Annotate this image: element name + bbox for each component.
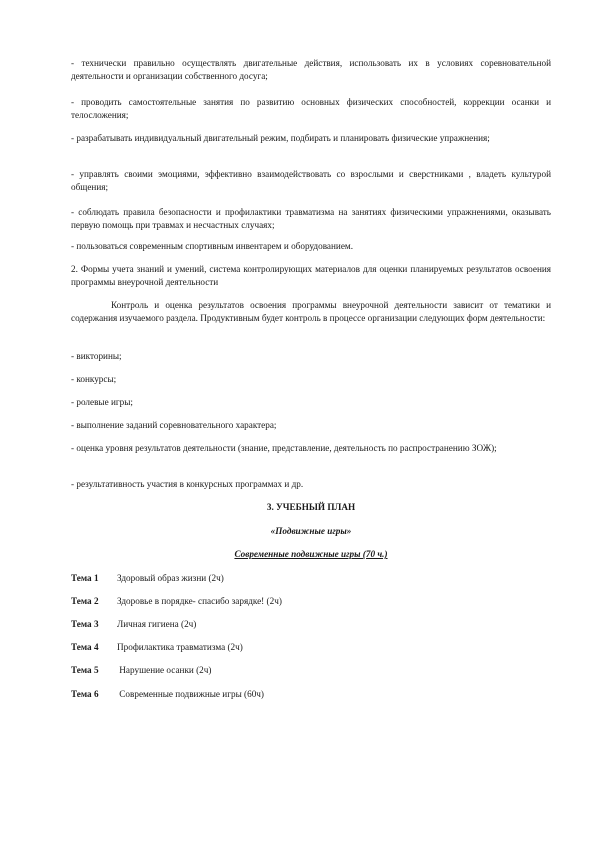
skill-paragraph-1: - технически правильно осуществлять двигательные действия, использовать их в условиях соревновательной деятельности и организации собственного досуга;: [71, 58, 551, 81]
topic-row: [71, 641, 243, 654]
topic-row: [71, 595, 282, 608]
form-item-contests: - конкурсы;: [71, 374, 117, 384]
skill-paragraph-3: - разрабатывать индивидуальный двигательный режим, подбирать и планировать физические упражнения;: [71, 133, 490, 143]
form-item-competitive-tasks: - выполнение заданий соревновательного характера;: [71, 420, 277, 430]
topic-text: Личная гигиена (2ч): [117, 619, 197, 629]
form-item-quiz: - викторины;: [71, 351, 122, 361]
form-item-assessment: - оценка уровня результатов деятельности (знание, представление, деятельность по распространению ЗОЖ);: [71, 443, 497, 453]
section-3-title: 3. УЧЕБНЫЙ ПЛАН: [266, 502, 356, 512]
control-paragraph: Контроль и оценка результатов освоения программы внеурочной деятельности зависит от тематики и содержания изучаемого раздела. Продуктивным будет контроль в процессе организации следующих форм деятельности:: [71, 300, 551, 323]
topic-text: Нарушение осанки (2ч): [117, 665, 212, 675]
form-item-role-games: - ролевые игры;: [71, 397, 133, 407]
skill-paragraph-6: - пользоваться современным спортивным инвентарем и оборудованием.: [71, 241, 354, 251]
skill-paragraph-2: - проводить самостоятельные занятия по развитию основных физических способностей, коррекции осанки и телосложения;: [71, 97, 551, 120]
topic-number: Тема 1: [71, 573, 99, 583]
topic-number: Тема 2: [71, 596, 99, 606]
topic-row: [71, 688, 264, 701]
topic-number: Тема 3: [71, 619, 99, 629]
section-2-heading: 2. Формы учета знаний и умений, система контролирующих материалов для оценки планируемых результатов освоения программы внеурочной деятельности: [71, 264, 551, 287]
form-item-results: - результативность участия в конкурсных программах и др.: [71, 479, 304, 489]
topic-text: Здоровый образ жизни (2ч): [117, 573, 224, 583]
topic-text: Здоровье в порядке- спасибо зарядке! (2ч): [117, 596, 282, 606]
topic-number: Тема 5: [71, 665, 99, 675]
topic-text: Профилактика травматизма (2ч): [117, 642, 243, 652]
skill-paragraph-5: - соблюдать правила безопасности и профилактики травматизма на занятиях физическими упражнениями, оказывать первую помощь при травмах и несчастных случаях;: [71, 207, 551, 230]
topic-row: [71, 664, 211, 677]
program-subtitle: «Подвижные игры»: [270, 526, 352, 536]
topic-number: Тема 4: [71, 642, 99, 652]
topic-row: [71, 572, 224, 585]
topic-row: [71, 618, 196, 631]
skill-paragraph-4: - управлять своими эмоциями, эффективно взаимодействовать со взрослыми и сверстниками , владеть культурой общения;: [71, 169, 551, 192]
topic-text: Современные подвижные игры (60ч): [117, 689, 264, 699]
course-title: Современные подвижные игры (70 ч.): [234, 549, 388, 559]
topic-number: Тема 6: [71, 689, 99, 699]
